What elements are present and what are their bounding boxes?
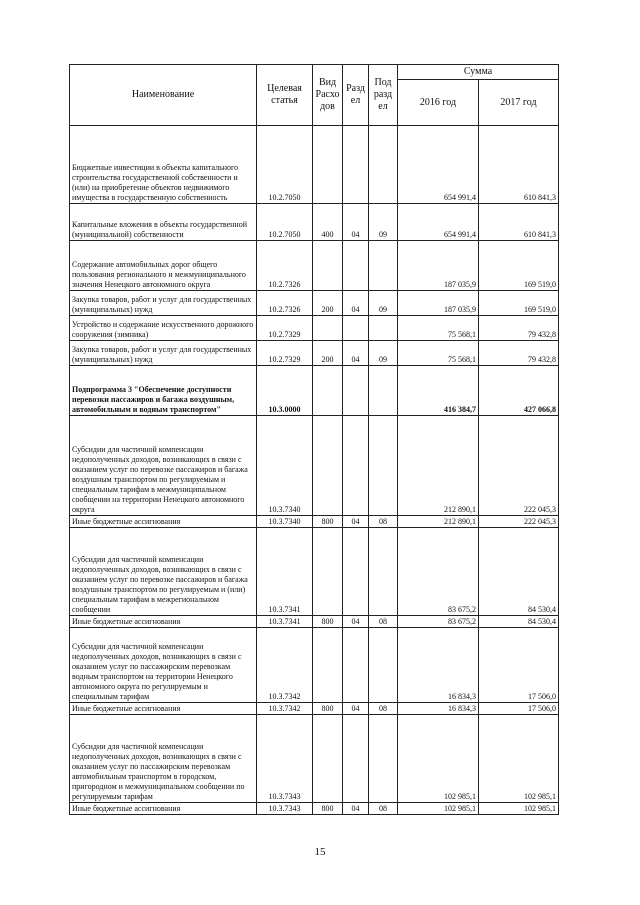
row-sum-2017: 79 432,8 bbox=[479, 341, 559, 366]
table-row bbox=[70, 803, 559, 815]
header-expense-type: Вид Расхо дов bbox=[313, 65, 343, 126]
row-name: Иные бюджетные ассигнования bbox=[70, 803, 257, 815]
row-subsection: 09 bbox=[369, 291, 398, 316]
row-section bbox=[343, 416, 369, 516]
row-name: Иные бюджетные ассигнования bbox=[70, 516, 257, 528]
row-subsection: 08 bbox=[369, 703, 398, 715]
row-sum-2016: 654 991,4 bbox=[398, 126, 479, 204]
row-expense-type bbox=[313, 628, 343, 703]
row-sum-2016: 212 890,1 bbox=[398, 416, 479, 516]
row-expense-type: 200 bbox=[313, 341, 343, 366]
row-sum-2017: 427 066,8 bbox=[479, 366, 559, 416]
table-row bbox=[70, 528, 559, 616]
row-subsection: 09 bbox=[369, 204, 398, 241]
table-row bbox=[70, 204, 559, 241]
row-section bbox=[343, 628, 369, 703]
row-section: 04 bbox=[343, 703, 369, 715]
row-target-code: 10.2.7329 bbox=[257, 316, 313, 341]
row-target-code: 10.3.7343 bbox=[257, 715, 313, 803]
row-sum-2016: 416 384,7 bbox=[398, 366, 479, 416]
row-target-code: 10.2.7326 bbox=[257, 241, 313, 291]
row-section: 04 bbox=[343, 291, 369, 316]
row-sum-2016: 102 985,1 bbox=[398, 715, 479, 803]
row-sum-2017: 17 506,0 bbox=[479, 703, 559, 715]
table-row bbox=[70, 715, 559, 803]
row-sum-2016: 75 568,1 bbox=[398, 341, 479, 366]
row-target-code: 10.3.7342 bbox=[257, 628, 313, 703]
row-target-code: 10.3.7341 bbox=[257, 528, 313, 616]
row-name: Субсидии для частичной компенсации недополученных доходов, возникающих в связи с оказанием услуг по пассажирским перевозкам водным транспортом на территории Ненецкого автономного округа по регулируемым и специальным тарифам bbox=[70, 628, 257, 703]
row-sum-2017: 79 432,8 bbox=[479, 316, 559, 341]
row-sum-2016: 83 675,2 bbox=[398, 616, 479, 628]
row-target-code: 10.3.7343 bbox=[257, 803, 313, 815]
row-sum-2016: 102 985,1 bbox=[398, 803, 479, 815]
row-sum-2017: 102 985,1 bbox=[479, 715, 559, 803]
row-subsection bbox=[369, 416, 398, 516]
row-section: 04 bbox=[343, 341, 369, 366]
row-subsection bbox=[369, 528, 398, 616]
header-year-2016: 2016 год bbox=[398, 80, 479, 126]
row-subsection bbox=[369, 241, 398, 291]
row-sum-2017: 222 045,3 bbox=[479, 416, 559, 516]
row-sum-2017: 102 985,1 bbox=[479, 803, 559, 815]
table-row bbox=[70, 703, 559, 715]
row-sum-2017: 169 519,0 bbox=[479, 241, 559, 291]
row-section bbox=[343, 715, 369, 803]
row-sum-2017: 610 841,3 bbox=[479, 204, 559, 241]
row-subsection bbox=[369, 628, 398, 703]
header-section: Разд ел bbox=[343, 65, 369, 126]
row-subsection bbox=[369, 316, 398, 341]
row-name: Содержание автомобильных дорог общего пользования регионального и межмуниципального значения Ненецкого автономного округа bbox=[70, 241, 257, 291]
table-row bbox=[70, 516, 559, 528]
row-target-code: 10.3.0000 bbox=[257, 366, 313, 416]
row-section bbox=[343, 316, 369, 341]
row-sum-2016: 187 035,9 bbox=[398, 241, 479, 291]
header-year-2017: 2017 год bbox=[479, 80, 559, 126]
row-sum-2017: 610 841,3 bbox=[479, 126, 559, 204]
row-section bbox=[343, 126, 369, 204]
row-subsection bbox=[369, 126, 398, 204]
table-row bbox=[70, 616, 559, 628]
row-sum-2016: 83 675,2 bbox=[398, 528, 479, 616]
row-sum-2017: 17 506,0 bbox=[479, 628, 559, 703]
row-subsection: 08 bbox=[369, 616, 398, 628]
row-expense-type: 800 bbox=[313, 703, 343, 715]
row-name: Бюджетные инвестиции в объекты капитального строительства государственной собственности и (или) на приобретение объектов недвижимого имущества в государственную собственность bbox=[70, 126, 257, 204]
row-sum-2017: 222 045,3 bbox=[479, 516, 559, 528]
row-section: 04 bbox=[343, 803, 369, 815]
table-row bbox=[70, 126, 559, 204]
row-target-code: 10.2.7326 bbox=[257, 291, 313, 316]
header-subsection: Под разд ел bbox=[369, 65, 398, 126]
row-sum-2017: 84 530,4 bbox=[479, 528, 559, 616]
table-row bbox=[70, 341, 559, 366]
table-row bbox=[70, 628, 559, 703]
row-expense-type: 200 bbox=[313, 291, 343, 316]
table-row bbox=[70, 316, 559, 341]
row-target-code: 10.3.7340 bbox=[257, 416, 313, 516]
table-body bbox=[70, 126, 559, 815]
row-name: Иные бюджетные ассигнования bbox=[70, 616, 257, 628]
row-expense-type bbox=[313, 316, 343, 341]
header-target: Целевая статья bbox=[257, 65, 313, 126]
row-target-code: 10.3.7340 bbox=[257, 516, 313, 528]
row-section bbox=[343, 366, 369, 416]
row-sum-2016: 212 890,1 bbox=[398, 516, 479, 528]
row-section: 04 bbox=[343, 204, 369, 241]
header-name: Наименование bbox=[70, 65, 257, 126]
row-section: 04 bbox=[343, 516, 369, 528]
row-sum-2016: 16 834,3 bbox=[398, 703, 479, 715]
table-row bbox=[70, 241, 559, 291]
row-expense-type: 400 bbox=[313, 204, 343, 241]
budget-table bbox=[69, 64, 559, 815]
row-section: 04 bbox=[343, 616, 369, 628]
row-section bbox=[343, 528, 369, 616]
header-sum: Сумма bbox=[398, 65, 559, 80]
row-name: Иные бюджетные ассигнования bbox=[70, 703, 257, 715]
row-subsection: 09 bbox=[369, 341, 398, 366]
row-expense-type bbox=[313, 241, 343, 291]
row-expense-type bbox=[313, 366, 343, 416]
row-sum-2017: 169 519,0 bbox=[479, 291, 559, 316]
row-subsection bbox=[369, 715, 398, 803]
row-sum-2016: 16 834,3 bbox=[398, 628, 479, 703]
row-target-code: 10.3.7342 bbox=[257, 703, 313, 715]
page-number: 15 bbox=[314, 846, 326, 858]
row-target-code: 10.2.7050 bbox=[257, 126, 313, 204]
row-name: Закупка товаров, работ и услуг для государственных (муниципальных) нужд bbox=[70, 341, 257, 366]
row-sum-2016: 75 568,1 bbox=[398, 316, 479, 341]
row-subsection bbox=[369, 366, 398, 416]
row-expense-type: 800 bbox=[313, 616, 343, 628]
row-name: Субсидии для частичной компенсации недополученных доходов, возникающих в связи с оказанием услуг по пассажирским перевозкам автомобильным транспортом в городском, пригородном и межмуниципальном сообщении по регулируемым тарифам bbox=[70, 715, 257, 803]
row-name: Закупка товаров, работ и услуг для государственных (муниципальных) нужд bbox=[70, 291, 257, 316]
table-header bbox=[70, 65, 559, 126]
row-name: Субсидии для частичной компенсации недополученных доходов, возникающих в связи с оказанием услуг по перевозке пассажиров и багажа воздушным транспортом по регулируемым и (или) специальным тарифам в межрегиональном сообщении bbox=[70, 528, 257, 616]
row-expense-type bbox=[313, 126, 343, 204]
row-target-code: 10.3.7341 bbox=[257, 616, 313, 628]
row-expense-type: 800 bbox=[313, 803, 343, 815]
row-name: Капитальные вложения в объекты государственной (муниципальной) собственности bbox=[70, 204, 257, 241]
row-name: Устройство и содержание искусственного дорожного сооружения (зимника) bbox=[70, 316, 257, 341]
row-section bbox=[343, 241, 369, 291]
row-name: Подпрограмма 3 "Обеспечение доступности перевозки пассажиров и багажа воздушным, автомобильным и водным транспортом" bbox=[70, 366, 257, 416]
row-target-code: 10.2.7050 bbox=[257, 204, 313, 241]
row-expense-type: 800 bbox=[313, 516, 343, 528]
row-name: Субсидии для частичной компенсации недополученных доходов, возникающих в связи с оказанием услуг по перевозке пассажиров и багажа воздушным транспортом по регулируемым и специальным тарифам в межмуниципальном сообщении на территории Ненецкого автономного округа bbox=[70, 416, 257, 516]
row-expense-type bbox=[313, 416, 343, 516]
table-row bbox=[70, 366, 559, 416]
table-row bbox=[70, 291, 559, 316]
row-expense-type bbox=[313, 528, 343, 616]
row-subsection: 08 bbox=[369, 516, 398, 528]
row-target-code: 10.2.7329 bbox=[257, 341, 313, 366]
row-subsection: 08 bbox=[369, 803, 398, 815]
row-sum-2016: 187 035,9 bbox=[398, 291, 479, 316]
row-sum-2016: 654 991,4 bbox=[398, 204, 479, 241]
table-row bbox=[70, 416, 559, 516]
row-sum-2017: 84 530,4 bbox=[479, 616, 559, 628]
row-expense-type bbox=[313, 715, 343, 803]
